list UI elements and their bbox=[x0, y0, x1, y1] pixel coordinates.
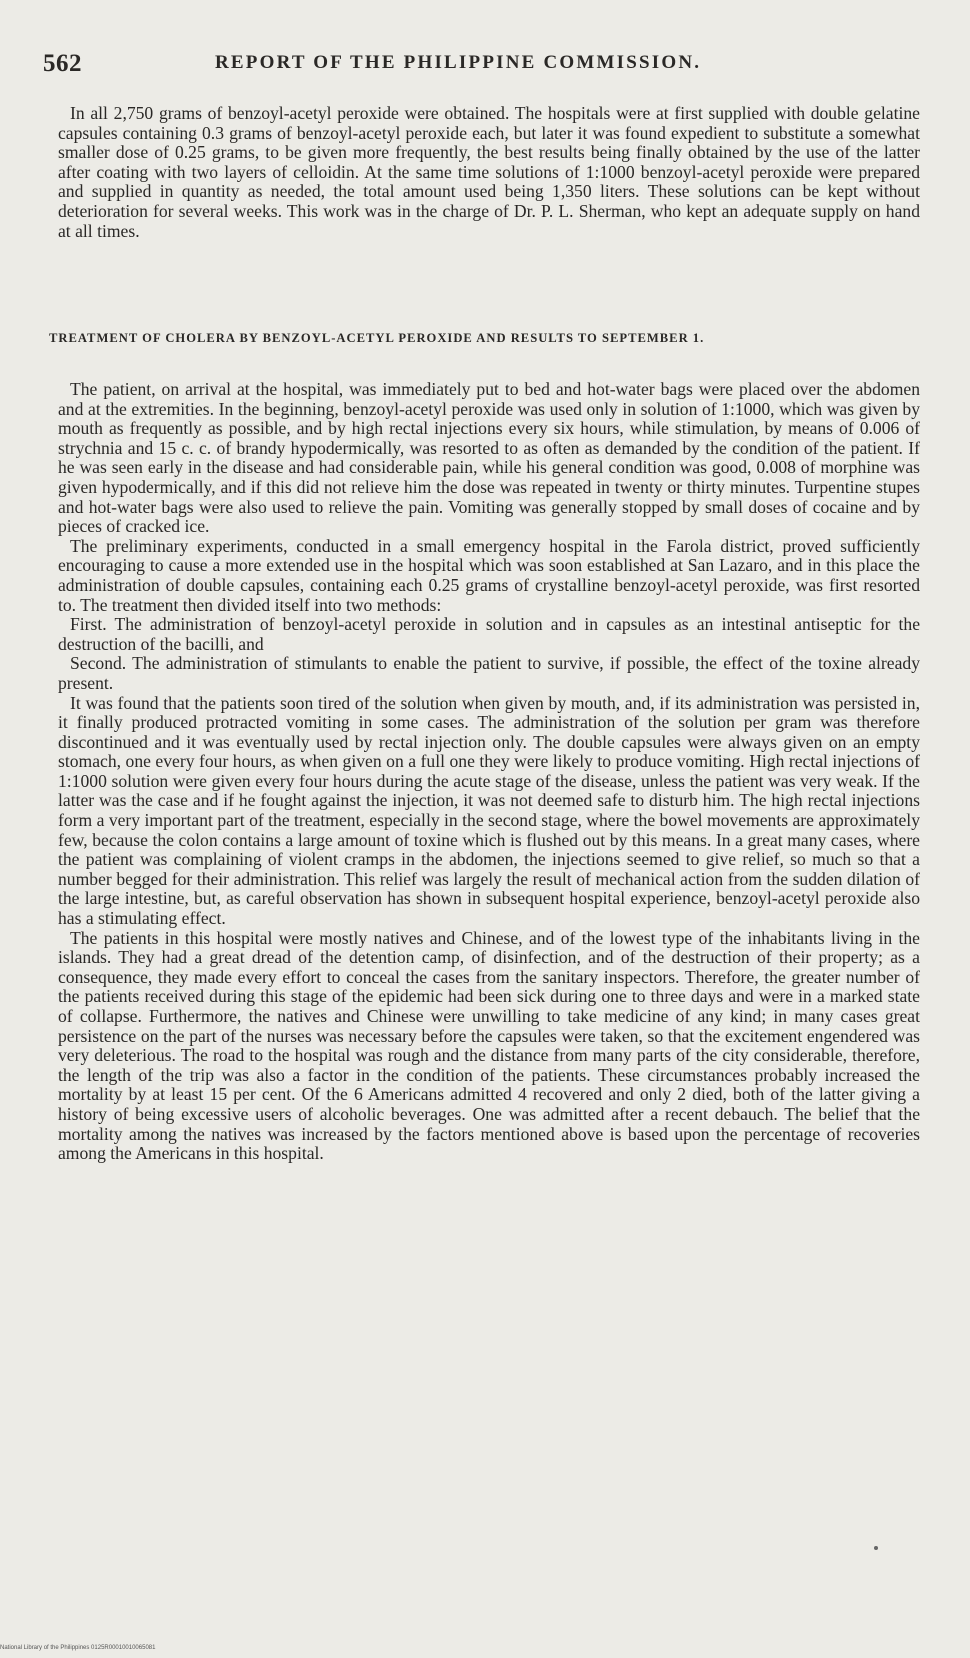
paragraph-first-method: First. The administration of benzoyl-acetyl peroxide in solution and in capsules as an intestinal antiseptic for the destruction of the bacilli, and bbox=[58, 614, 920, 654]
body-section bbox=[58, 380, 920, 1164]
section-heading: TREATMENT OF CHOLERA BY BENZOYL-ACETYL PEROXIDE AND RESULTS TO SEPTEMBER 1. bbox=[49, 331, 705, 345]
footer-note: National Library of the Philippines 0125R00010010065081 bbox=[0, 1645, 156, 1651]
intro-section bbox=[58, 104, 920, 241]
paragraph-treatment: The patient, on arrival at the hospital, was immediately put to bed and hot-water bags were placed over the abdomen and at the extremities. In the beginning, benzoyl-acetyl peroxide was used only in solution of 1:1000, which was given by mouth as frequently as possible, and by high rectal injections every six hours, while stimulation, by means of 0.006 of strychnia and 15 c. c. of brandy hypodermically, was resorted to as often as demanded by the condition of the patient. If he was seen early in the disease and had considerable pain, while his general condition was good, 0.008 of morphine was given hypodermically, and if this did not relieve him the dose was repeated in twenty or thirty minutes. Turpentine stupes and hot-water bags were also used to relieve the pain. Vomiting was generally stopped by small doses of cocaine and by pieces of cracked ice. bbox=[58, 379, 920, 537]
paragraph-patients: The patients in this hospital were mostly natives and Chinese, and of the lowest type of the inhabitants living in the islands. They had a great dread of the detention camp, of disinfection, and of the destruction of their property; as a consequence, they made every effort to conceal the cases from the sanitary inspectors. Therefore, the greater number of the patients received during this stage of the epidemic had been sick during one to three days and were in a marked state of collapse. Furthermore, the natives and Chinese were unwilling to take medicine of any kind; in many cases great persistence on the part of the nurses was necessary before the capsules were taken, so that the excitement engendered was very deleterious. The road to the hospital was rough and the distance from many parts of the city considerable, therefore, the length of the trip was also a factor in the condition of the patients. These circumstances probably increased the mortality by at least 15 per cent. Of the 6 Americans admitted 4 recovered and only 2 died, both of the latter giving a history of being excessive users of alcoholic beverages. One was admitted after a recent debauch. The belief that the mortality among the natives was increased by the factors mentioned above is based upon the percentage of recoveries among the Americans in this hospital. bbox=[58, 927, 920, 1164]
running-title: REPORT OF THE PHILIPPINE COMMISSION. bbox=[215, 52, 702, 73]
intro-paragraph: In all 2,750 grams of benzoyl-acetyl peroxide were obtained. The hospitals were at first supplied with double gelatine capsules containing 0.3 grams of benzoyl-acetyl peroxide each, but later it was found expedient to substitute a somewhat smaller dose of 0.25 grams, to be given more frequently, the best results being finally obtained by the use of the latter after coating with two layers of celloidin. At the same time solutions of 1:1000 benzoyl-acetyl peroxide were prepared and supplied in quantity as needed, the total amount used being 1,350 liters. These solutions can be kept without deterioration for several weeks. This work was in the charge of Dr. P. L. Sherman, who kept an adequate supply on hand at all times. bbox=[58, 103, 920, 241]
paragraph-second-method: Second. The administration of stimulants to enable the patient to survive, if possible, the effect of the toxine already present. bbox=[58, 653, 920, 693]
page-number: 562 bbox=[43, 50, 82, 77]
paragraph-experiments: The preliminary experiments, conducted in a small emergency hospital in the Farola district, proved sufficiently encouraging to cause a more extended use in the hospital which was soon established at San Lazaro, and in this place the administration of double capsules, containing each 0.25 grams of crystalline benzoyl-acetyl peroxide, was first resorted to. The treatment then divided itself into two methods: bbox=[58, 535, 920, 615]
paragraph-findings: It was found that the patients soon tired of the solution when given by mouth, and, if its administration was persisted in, it finally produced protracted vomiting in some cases. The administration of the solution per gram was therefore discontinued and it was eventually used by rectal injection only. The double capsules were always given on an empty stomach, one every four hours, as when given on a full one they were likely to produce vomiting. High rectal injections of 1:1000 solution were given every four hours during the acute stage of the disease, unless the patient was very weak. If the latter was the case and if he fought against the injection, it was not deemed safe to disturb him. The high rectal injections form a very important part of the treatment, especially in the second stage, where the bowel movements are approximately few, because the colon contains a large amount of toxine which is flushed out by this means. In a great many cases, where the patient was complaining of violent cramps in the abdomen, the injections seemed to give relief, so much so that a number begged for their administration. This relief was largely the result of mechanical action from the sudden dilation of the large intestine, but, as careful observation has shown in subsequent hospital experience, benzoyl-acetyl peroxide also has a stimulating effect. bbox=[58, 692, 920, 929]
ink-speck bbox=[874, 1546, 878, 1550]
